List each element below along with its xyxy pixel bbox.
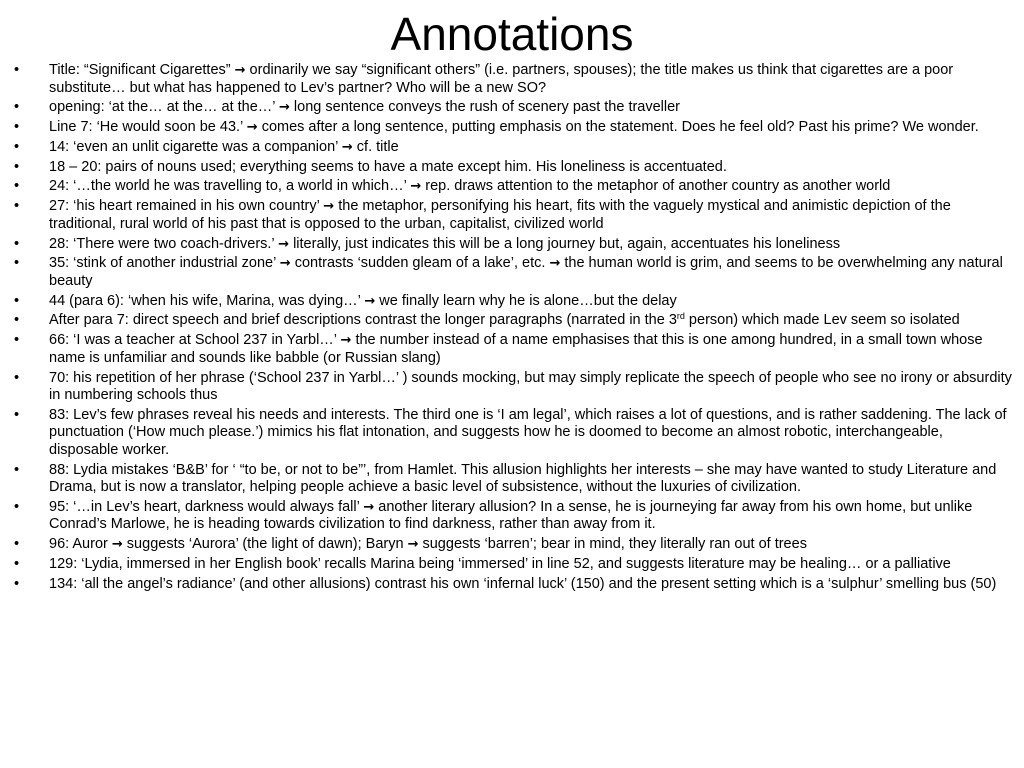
annotation-text: cf. title	[352, 138, 399, 155]
annotation-text: 83: Lev’s few phrases reveal his needs and interests. The third one is ‘I am legal’, which raises a lot of questions, and is rather saddening. The lack of punctuation (‘How much please.’) mimics his flat intonation, and suggests how he is doomed to become an almost robotic, interchangeable, disposable worker.	[49, 406, 1007, 458]
bullet-icon: •	[14, 158, 20, 175]
bullet-icon: •	[14, 138, 20, 155]
bullet-icon: •	[14, 556, 20, 573]
annotation-item	[14, 312, 1014, 330]
annotation-item	[14, 236, 1014, 254]
annotation-item	[14, 556, 1014, 574]
annotation-text: 96: Auror	[49, 536, 112, 553]
right-arrow-icon: →	[340, 333, 352, 349]
annotation-text: we finally learn why he is alone…but the delay	[375, 292, 677, 309]
annotation-text: 66: ‘I was a teacher at School 237 in Yarbl…’	[49, 332, 341, 349]
right-arrow-icon: →	[410, 179, 422, 195]
annotation-item	[14, 576, 1014, 594]
right-arrow-icon: →	[364, 293, 376, 309]
annotation-text: opening: ‘at the… at the… at the…’	[49, 99, 279, 116]
annotation-text: long sentence conveys the rush of scenery past the traveller	[289, 99, 681, 116]
slide-title: Annotations	[390, 8, 634, 60]
bullet-icon: •	[14, 235, 20, 252]
annotation-item	[14, 119, 1014, 137]
annotation-text: After para 7: direct speech and brief descriptions contrast the longer paragraphs (narrated in the 3	[49, 312, 677, 329]
bullet-icon: •	[14, 178, 20, 195]
annotation-item	[14, 407, 1014, 460]
annotation-text: 134: ‘all the angel’s radiance’ (and other allusions) contrast his own ‘infernal luck’ (150) and the present setting which is a ‘sulphur’ smelling bus (50)	[49, 575, 997, 592]
annotation-text: comes after a long sentence, putting emphasis on the statement. Does he feel old? Past his prime? We wonder.	[257, 119, 979, 136]
annotation-list	[14, 62, 1014, 596]
annotation-text: 88: Lydia mistakes ‘B&B’ for ‘ “to be, or not to be”’, from Hamlet. This allusion highlights her interests – she may have wanted to study Literature and Drama, but is now a translator, helping people achieve a basic level of subsistence, without the luxuries of civilization.	[49, 461, 997, 496]
bullet-icon: •	[14, 119, 20, 136]
right-arrow-icon: →	[279, 100, 290, 116]
annotation-text: the metaphor, personifying his heart, fits with the vaguely mystical and animistic depiction of the traditional, rural world of his past that is opposed to the urban, capitalist, civilized world	[49, 198, 951, 232]
annotation-item	[14, 293, 1014, 311]
annotation-text: ordinarily we say “significant others” (i.e. partners, spouses); the title makes us think that cigarettes are a poor substitute… but what has happened to Lev’s partner? Who will be a new SO?	[49, 62, 954, 96]
bullet-icon: •	[14, 62, 20, 78]
annotation-text: 27: ‘his heart remained in his own country’	[49, 198, 324, 215]
annotation-text: the number instead of a name emphasises that this is one among hundred, in a small town whose name is unfamiliar and sounds like babble (or Russian slang)	[49, 332, 983, 366]
bullet-icon: •	[14, 461, 20, 478]
right-arrow-icon: →	[549, 256, 561, 272]
right-arrow-icon: →	[246, 120, 258, 136]
bullet-icon: •	[14, 312, 20, 329]
annotation-item	[14, 99, 1014, 117]
right-arrow-icon: →	[363, 499, 375, 515]
annotation-item	[14, 139, 1014, 157]
annotation-text: rep. draws attention to the metaphor of another country as another world	[421, 178, 891, 195]
annotation-text: 44 (para 6): ‘when his wife, Marina, was dying…’	[49, 292, 365, 309]
right-arrow-icon: →	[278, 236, 290, 252]
annotation-text: Title: “Significant Cigarettes”	[49, 62, 235, 78]
bullet-icon: •	[14, 99, 20, 116]
annotation-text: 28: ‘There were two coach-drivers.’	[49, 235, 279, 252]
bullet-icon: •	[14, 255, 20, 272]
annotation-text: 24: ‘…the world he was travelling to, a world in which…’	[49, 178, 411, 195]
right-arrow-icon: →	[279, 256, 291, 272]
annotation-text: 95: ‘…in Lev’s heart, darkness would always fall’	[49, 498, 364, 515]
bullet-icon: •	[14, 575, 20, 592]
bullet-icon: •	[14, 292, 20, 309]
right-arrow-icon: →	[341, 139, 353, 155]
annotation-text: 35: ‘stink of another industrial zone’	[49, 255, 280, 272]
annotation-text: another literary allusion? In a sense, he is journeying far away from his own home, but unlike Conrad’s Marlowe, he is heading towards civilization to find darkness, rather than away from it.	[49, 498, 973, 533]
annotation-text: literally, just indicates this will be a long journey but, again, accentuates his loneliness	[289, 235, 841, 252]
annotation-item	[14, 499, 1014, 534]
bullet-icon: •	[14, 198, 20, 215]
annotation-item	[14, 198, 1014, 233]
annotation-item	[14, 159, 1014, 177]
annotation-item	[14, 370, 1014, 405]
annotation-item	[14, 62, 1014, 97]
annotation-text: suggests ‘barren’; bear in mind, they literally ran out of trees	[418, 536, 807, 553]
annotation-text: contrasts ‘sudden gleam of a lake’, etc.	[290, 255, 550, 272]
right-arrow-icon: →	[407, 537, 419, 553]
annotation-item	[14, 332, 1014, 367]
annotation-item	[14, 536, 1014, 554]
ordinal-suffix: rd	[676, 311, 685, 322]
right-arrow-icon: →	[111, 537, 123, 553]
annotation-text: 18 – 20: pairs of nouns used; everything seems to have a mate except him. His loneliness is accentuated.	[49, 158, 727, 175]
right-arrow-icon: →	[323, 199, 335, 215]
annotation-text: 70: his repetition of her phrase (‘School 237 in Yarbl…’ ) sounds mocking, but may simply replicate the speech of people who see no irony or absurdity in numbering schools thus	[49, 369, 1012, 404]
annotation-text: 129: ‘Lydia, immersed in her English book’ recalls Marina being ‘immersed’ in line 52, and suggests literature may be healing… or a palliative	[49, 556, 951, 573]
annotation-text: the human world is grim, and seems to be overwhelming any natural beauty	[49, 255, 1003, 289]
annotation-text: suggests ‘Aurora’ (the light of dawn); Baryn	[122, 536, 408, 553]
bullet-icon: •	[14, 536, 20, 553]
annotation-text: person) which made Lev seem so isolated	[684, 312, 960, 329]
right-arrow-icon: →	[234, 63, 246, 78]
bullet-icon: •	[14, 406, 20, 423]
annotation-item	[14, 255, 1014, 290]
annotation-text: 14: ‘even an unlit cigarette was a companion’	[49, 138, 342, 155]
annotation-text: Line 7: ‘He would soon be 43.’	[49, 119, 247, 136]
bullet-icon: •	[14, 369, 20, 386]
bullet-icon: •	[14, 498, 20, 515]
annotation-item	[14, 462, 1014, 497]
annotation-item	[14, 178, 1014, 196]
bullet-icon: •	[14, 332, 20, 349]
